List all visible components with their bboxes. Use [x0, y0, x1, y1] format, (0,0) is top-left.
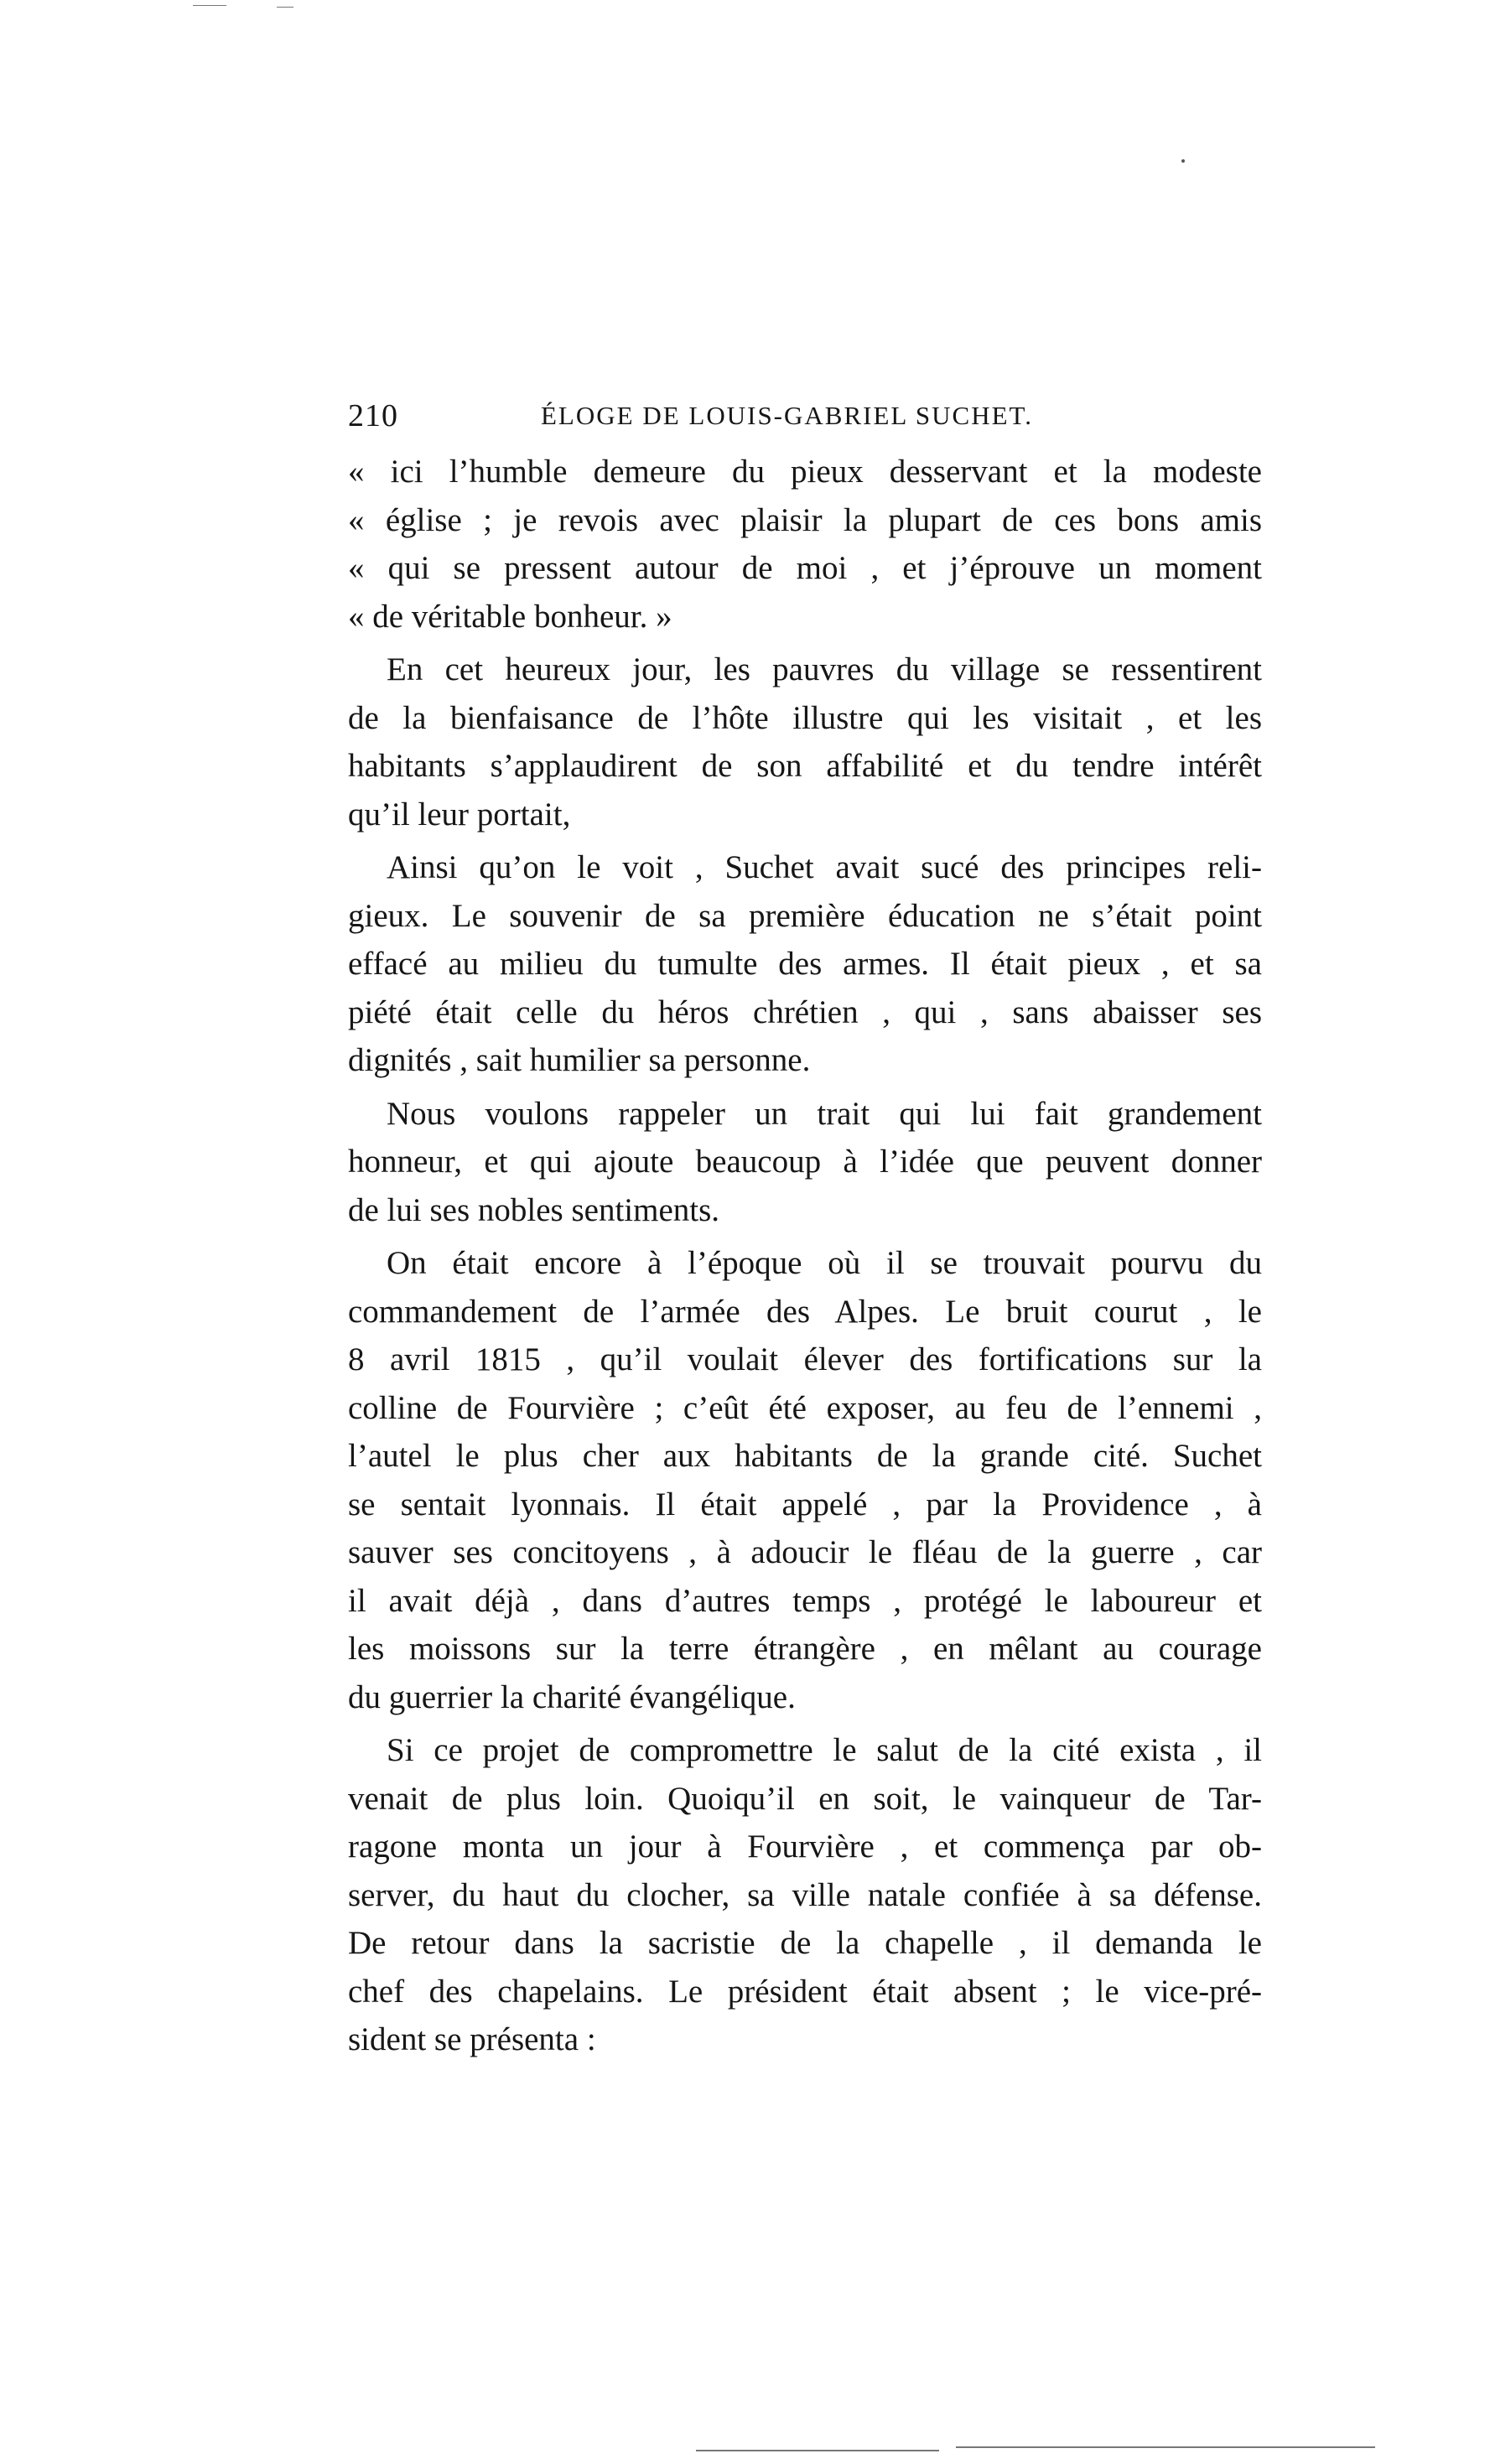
running-head — [348, 397, 1254, 444]
running-head-title: ÉLOGE DE LOUIS-GABRIEL SUCHET. — [541, 401, 1033, 430]
text-line: En cet heureux jour, les pauvres du village se ressentirent — [387, 651, 1262, 687]
text-line: habitants s’applaudirent de son affabilité et du tendre intérêt — [348, 748, 1262, 784]
text-line: se sentait lyonnais. Il était appelé , par la Providence , à — [348, 1486, 1262, 1522]
text-line: commandement de l’armée des Alpes. Le bruit courut , le — [348, 1293, 1262, 1330]
page-number: 210 — [348, 398, 398, 433]
text-line: qu’il leur portait, — [348, 796, 571, 833]
text-line: « ici l’humble demeure du pieux desservant et la modeste — [348, 454, 1262, 490]
text-line: « église ; je revois avec plaisir la plupart de ces bons amis — [348, 501, 1262, 538]
text-line: chef des chapelains. Le président était absent ; le vice-pré- — [348, 1973, 1262, 2010]
text-line: sident se présenta : — [348, 2021, 596, 2057]
text-line: « de véritable bonheur. » — [348, 598, 672, 635]
scan-edge-mark-top — [193, 5, 226, 6]
scan-edge-mark-bottom-2 — [956, 2446, 1375, 2448]
text-line: de la bienfaisance de l’hôte illustre qui les visitait , et les — [348, 699, 1262, 736]
text-line: On était encore à l’époque où il se trouvait pourvu du — [387, 1245, 1262, 1281]
body-text — [348, 448, 1262, 2064]
paragraph — [348, 1726, 1262, 2064]
text-line: du guerrier la charité évangélique. — [348, 1678, 796, 1715]
text-line: server, du haut du clocher, sa ville natale confiée à sa défense. — [348, 1876, 1262, 1913]
text-line: piété était celle du héros chrétien , qui , sans abaisser ses — [348, 993, 1262, 1030]
text-line: colline de Fourvière ; c’eût été exposer, au feu de l’ennemi , — [348, 1389, 1262, 1426]
paragraph — [348, 1090, 1262, 1235]
text-line: gieux. Le souvenir de sa première éducation ne s’était point — [348, 897, 1262, 934]
paragraph — [348, 448, 1262, 641]
text-line: honneur, et qui ajoute beaucoup à l’idée que peuvent donner — [348, 1144, 1262, 1180]
text-line: ragone monta un jour à Fourvière , et commença par ob- — [348, 1829, 1262, 1865]
paragraph — [348, 1239, 1262, 1721]
text-line: il avait déjà , dans d’autres temps , protégé le laboureur et — [348, 1582, 1262, 1619]
text-line: effacé au milieu du tumulte des armes. Il était pieux , et sa — [348, 946, 1262, 982]
text-line: « qui se pressent autour de moi , et j’éprouve un moment — [348, 550, 1262, 586]
text-line: Si ce projet de compromettre le salut de la cité exista , il — [387, 1732, 1262, 1768]
paragraph — [348, 843, 1262, 1085]
text-line: l’autel le plus cher aux habitants de la grande cité. Suchet — [348, 1438, 1262, 1474]
text-line: Ainsi qu’on le voit , Suchet avait sucé des principes reli- — [387, 849, 1262, 885]
text-line: sauver ses concitoyens , à adoucir le fléau de la guerre , car — [348, 1534, 1262, 1570]
text-line: dignités , sait humilier sa personne. — [348, 1042, 811, 1078]
text-line: Nous voulons rappeler un trait qui lui fait grandement — [387, 1095, 1262, 1132]
text-line: venait de plus loin. Quoiqu’il en soit, le vainqueur de Tar- — [348, 1780, 1262, 1817]
paragraph — [348, 646, 1262, 838]
text-line: 8 avril 1815 , qu’il voulait élever des fortifications sur la — [348, 1341, 1262, 1377]
scan-edge-mark-bottom — [696, 2450, 939, 2451]
text-line: de lui ses nobles sentiments. — [348, 1191, 720, 1228]
text-line: les moissons sur la terre étrangère , en mêlant au courage — [348, 1631, 1262, 1667]
text-line: De retour dans la sacristie de la chapelle , il demanda le — [348, 1925, 1262, 1961]
scan-edge-mark-top-2 — [277, 7, 293, 8]
dust-speck — [1181, 159, 1185, 163]
